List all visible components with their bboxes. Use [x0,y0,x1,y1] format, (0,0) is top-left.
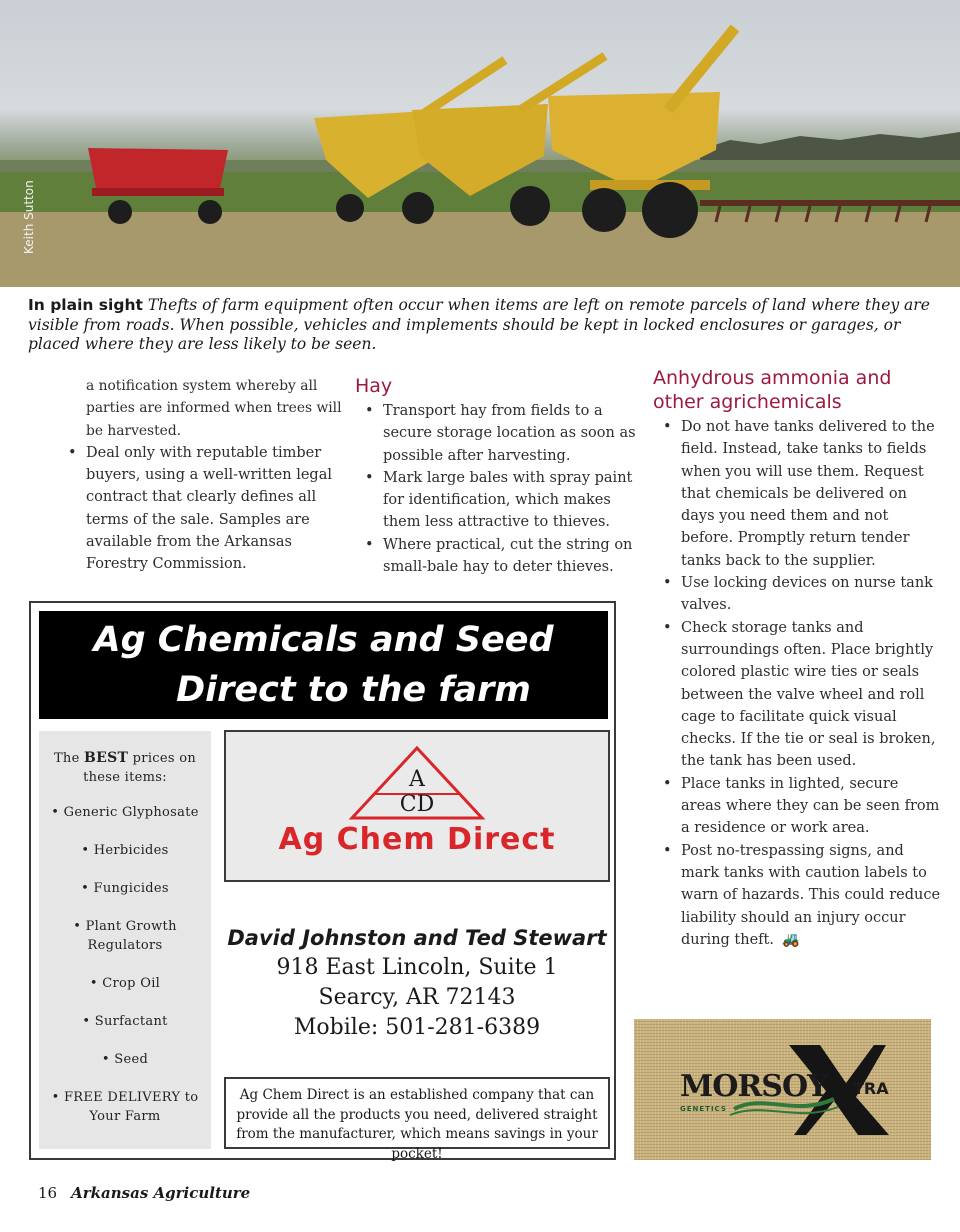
ad-banner [39,611,608,719]
address-line-2: Searcy, AR 72143 [318,985,516,1010]
ammonia-bullet-list [653,416,943,951]
product-item: • Herbicides [81,843,169,858]
bullet-item: • Check storage tanks and surroundings often. Place brightly colored plastic wire ties or seals between the valve wheel and roll cage to facilitate quick visual checks. If the tie or seal is broken, the tank has been used. [653,617,943,773]
end-mark-icon: 🚜 [781,931,800,948]
bullet-item: • Do not have tanks delivered to the field. Instead, take tanks to fields when you will use them. Request that chemicals be delivered on days you need them and not before. Promptly return tender tanks back to the supplier. [653,416,943,572]
ammonia-heading: Anhydrous ammonia and other agrichemicals [653,367,892,413]
morsoy-xtra-ad [634,1019,931,1160]
bullet-item: • Mark large bales with spray paint for identification, which makes them less attractive to thieves. [355,467,645,534]
intro-pre: The [53,751,85,766]
hay-heading: Hay [355,375,393,397]
intro-bold: BEST [84,750,129,766]
contact-block [224,923,610,1043]
bullet-item: • Transport hay from fields to a secure storage location as soon as possible after harvesting. [355,400,645,467]
hay-bullet-list [355,400,645,578]
morsoy-wordmark: MORSOY [680,1069,828,1104]
morsoy-genetics: GENETICS [680,1105,727,1113]
page-number: 16 [38,1184,58,1202]
product-item: • Crop Oil [89,976,161,991]
product-item: • FREE DELIVERY to Your Farm [51,1090,199,1124]
banner-line-1: Ag Chemicals and Seed [93,620,554,660]
address-line-1: 918 East Lincoln, Suite 1 [276,955,558,980]
product-item: • Generic Glyphosate [51,805,199,820]
ag-chem-logo [224,730,610,882]
bullet-item: • Deal only with reputable timber buyers, using a well-written legal contract that clearly defines all terms of the sale. Samples are available from the Arkansas Forestry Commission. [58,442,348,576]
contact-names: David Johnston and Ted Stewart [227,926,607,950]
product-item: • Plant Growth Regulators [73,919,177,953]
ad-description: Ag Chem Direct is an established company that can provide all the products you need, delivered straight from the manufacturer, which means savings in your pocket! [224,1077,610,1149]
logo-letter-a: A [409,767,425,792]
phone-number: Mobile: 501-281-6389 [293,1015,541,1040]
column-ammonia [653,366,943,951]
farm-equipment-illustration [0,0,960,287]
continued-text: a notification system whereby all parties are informed when trees will be harvested. [86,378,342,439]
caption-text: Thefts of farm equipment often occur when items are left on remote parcels of land where they are visible from roads. When possible, vehicles and implements should be kept in locked enclosures or garages, or placed where they are less likely to be seen. [28,296,930,353]
bullet-item: • Place tanks in lighted, secure areas where they can be seen from a residence or work area. [653,773,943,840]
column-timber [58,375,348,576]
product-item: • Seed [101,1052,149,1067]
publication-name: Arkansas Agriculture [71,1184,251,1202]
banner-line-2: Direct to the farm [176,670,531,710]
page-footer [38,1184,250,1202]
bullet-text: Post no-trespassing signs, and mark tanks with caution labels to warn of hazards. This could reduce liability should an injury occur during theft. [681,842,941,948]
ag-chem-direct-ad [29,601,616,1160]
logo-wordmark: Ag Chem Direct [278,822,556,857]
intro-post: prices on these items: [83,751,197,785]
bullet-item: • Use locking devices on nurse tank valves. [653,572,943,617]
bullet-item: • Where practical, cut the string on small-bale hay to deter thieves. [355,534,645,579]
morsoy-xtra: TRA [853,1079,889,1098]
product-list-intro [39,749,211,787]
photo-caption [28,296,938,355]
column-hay [355,374,645,578]
triangle-logo-icon [346,744,488,824]
product-item: • Fungicides [81,881,169,896]
logo-letters-cd: CD [399,792,435,817]
product-item: • Surfactant [82,1014,168,1029]
bullet-item-last [653,840,943,951]
header-photo [0,0,960,287]
timber-bullet-list [58,442,348,576]
product-list [39,731,211,1149]
caption-lead: In plain sight [28,296,143,314]
photo-credit: Keith Sutton [22,180,36,254]
